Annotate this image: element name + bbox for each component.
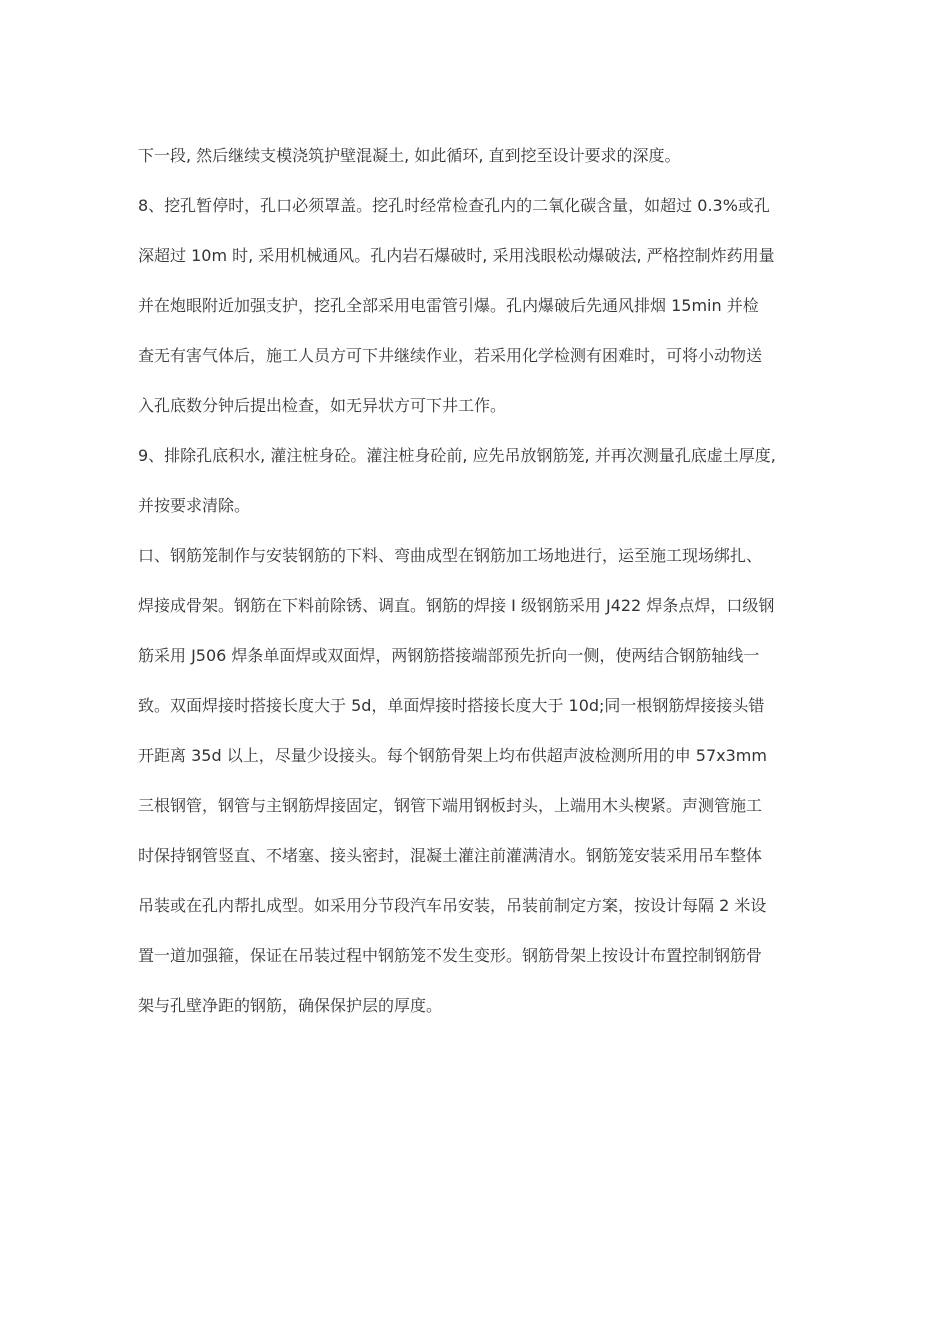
text-line: 并在炮眼附近加强支护，挖孔全部采用电雷管引爆。孔内爆破后先通风排烟 15min 并检	[138, 296, 759, 315]
text-line: 开距离 35d 以上，尽量少设接头。每个钢筋骨架上均布供超声波检测所用的申 57x3mm	[138, 746, 767, 765]
text-line: 焊接成骨架。钢筋在下料前除锈、调直。钢筋的焊接 I 级钢筋采用 J422 焊条点焊，口级钢	[138, 596, 775, 615]
text-line: 架与孔壁净距的钢筋，确保保护层的厚度。	[138, 996, 443, 1015]
text-line: 深超过 10m 时, 采用机械通风。孔内岩石爆破时, 采用浅眼松动爆破法, 严格控制炸药用量	[138, 246, 775, 265]
text-line: 三根钢管，钢管与主钢筋焊接固定，钢管下端用钢板封头，上端用木头楔紧。声测管施工	[138, 796, 763, 815]
text-line: 并按要求清除。	[138, 496, 251, 515]
text-line: 下一段, 然后继续支模浇筑护壁混凝土, 如此循环, 直到挖至设计要求的深度。	[138, 146, 681, 165]
text-line: 致。双面焊接时搭接长度大于 5d，单面焊接时搭接长度大于 10d;同一根钢筋焊接接头错	[138, 696, 765, 715]
text-line: 9、排除孔底积水, 灌注桩身砼。灌注桩身砼前, 应先吊放钢筋笼, 并再次测量孔底虚土厚度,	[138, 446, 776, 465]
text-line: 查无有害气体后，施工人员方可下井继续作业，若采用化学检测有困难时，可将小动物送	[138, 346, 763, 365]
text-line: 口、钢筋笼制作与安装钢筋的下料、弯曲成型在钢筋加工场地进行，运至施工现场绑扎、	[138, 546, 763, 565]
text-line: 入孔底数分钟后提出检查，如无异状方可下井工作。	[138, 396, 507, 415]
text-line: 置一道加强箍，保证在吊装过程中钢筋笼不发生变形。钢筋骨架上按设计布置控制钢筋骨	[138, 946, 763, 965]
text-line: 吊装或在孔内帮扎成型。如采用分节段汽车吊安装，吊装前制定方案，按设计每隔 2 米设	[138, 896, 767, 915]
text-line: 时保持钢管竖直、不堵塞、接头密封，混凝土灌注前灌满清水。钢筋笼安装采用吊车整体	[138, 846, 763, 865]
text-line: 筋采用 J506 焊条单面焊或双面焊，两钢筋搭接端部预先折向一侧，使两结合钢筋轴线一	[138, 646, 760, 665]
text-line: 8、挖孔暂停时，孔口必须罩盖。挖孔时经常检查孔内的二氧化碳含量，如超过 0.3%或孔	[138, 196, 770, 215]
